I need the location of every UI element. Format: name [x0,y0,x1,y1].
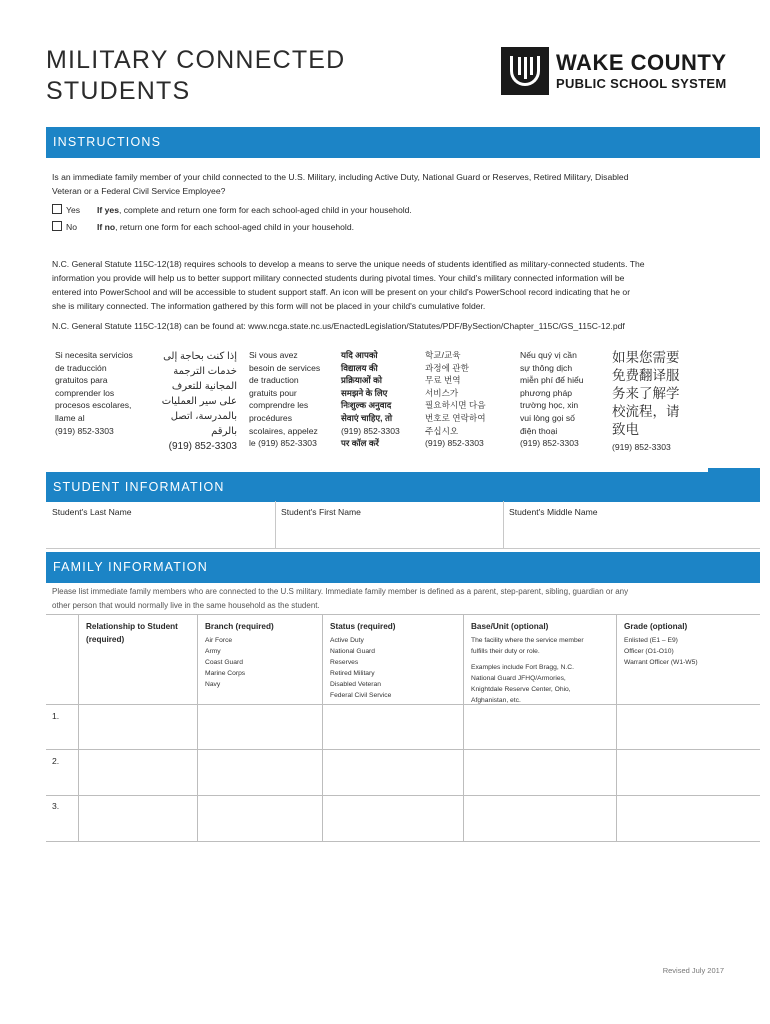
no-instruction: If no, return one form for each school-aged child in your household. [97,222,354,232]
table-top-border [46,614,760,615]
yes-option[interactable] [52,203,80,217]
page-title [46,45,345,107]
page-title-line1: MILITARY CONNECTED [46,46,346,74]
table-col-divider [78,614,79,842]
row-number-3: 3. [52,801,60,811]
table-row-border [46,749,760,750]
no-option[interactable] [52,220,77,234]
translation-hindi: यदि आपको विद्यालय की प्रक्रियाओं को समझने के लिए निःशुल्क अनुवाद सेवाएं चाहिए, तो (919) 852-3303 पर कॉल करें [341,350,400,449]
col-status: Status (required) [330,622,396,631]
family-info-header: FAMILY INFORMATION [46,552,760,583]
revised-date: Revised July 2017 [662,966,724,975]
first-name-field[interactable]: Student's First Name [281,507,361,517]
logo-text-line2: PUBLIC SCHOOL SYSTEM [556,76,727,91]
student-info-header: STUDENT INFORMATION [46,472,760,502]
translation-vietnamese: Nếu quý vị cần sự thông dịch miễn phí để hiểu phương pháp trường học, xin vui lòng gọi số điện thoại (919) 852-3303 [520,350,584,449]
yes-instruction: If yes, complete and return one form for each school-aged child in your household. [97,205,412,215]
translation-spanish: Si necesita servicios de traducción gratuitos para comprender los procesos escolares, llame al (919) 852-3303 [55,350,133,436]
branch-options: Air Force Army Coast Guard Marine Corps Navy [205,637,246,688]
row-number-1: 1. [52,711,60,721]
status-options: Active Duty National Guard Reserves Retired Military Disabled Veteran Federal Civil Service [330,637,392,699]
table-bottom-border [46,841,760,842]
table-col-divider [616,614,617,842]
table-col-divider [322,614,323,842]
row-number-2: 2. [52,756,60,766]
col-base: Base/Unit (optional) [471,622,549,631]
grade-options: Enlisted (E1 – E9) Officer (O1-O10) Warrant Officer (W1-W5) [624,637,698,666]
translation-french: Si vous avez besoin de services de traduction gratuits pour comprendre les procédures scolaires, appelez le (919) 852-3303 [249,350,321,449]
last-name-field[interactable]: Student's Last Name [52,507,132,517]
yes-checkbox[interactable] [52,204,62,214]
yes-label: Yes [66,205,81,215]
table-row-border [46,704,760,705]
middle-name-field[interactable]: Student's Middle Name [509,507,598,517]
table-col-divider [197,614,198,842]
logo-text-line1: WAKE COUNTY [556,50,727,75]
translation-korean: 학교/교육 과정에 관한 무료 번역 서비스가 필요하시면 다음 번호로 연락하여 주십시오 (919) 852-3303 [425,350,486,449]
military-question: Is an immediate family member of your child connected to the U.S. Military, including Active Duty, National Guard or Reserves, Retired Military, Disabled Veteran or a Federal Civil Service Employee? [52,172,629,196]
base-notes: The facility where the service member fulfills their duty or role. Examples include Fort Bragg, N.C. National Guard JFHQ/Armories, Knightdale Reserve Center, Ohio, Afghanistan, etc. [471,637,584,704]
header-accent [708,468,760,472]
page-title-line2: STUDENTS [46,77,191,105]
student-name-fields [46,501,760,549]
translation-chinese: 如果您需要 免费翻译服 务来了解学 校流程，请 致电 (919) 852-3303 [612,350,680,452]
wcpss-logo [501,47,727,95]
instructions-header: INSTRUCTIONS [46,127,760,158]
statute-link: N.C. General Statute 115C-12(18) can be found at: www.ncga.state.nc.us/EnactedLegislation/Statutes/PDF/BySection/Chapter_115C/GS_115C-12.pdf [52,321,625,331]
no-label: No [66,222,77,232]
statute-paragraph: N.C. General Statute 115C-12(18) requires schools to develop a means to serve the unique needs of students identified as military-connected students. The information you provide will help us to better support military connected students during pivotal times. Your child's military connected information will be entered into PowerSchool and will be accessible to student support staff. An icon will be present on your child's PowerSchool record indicating that he or she is military connected. The information gathered by this form will not be placed in your child's cumulative folder. [52,259,645,311]
family-intro: Please list immediate family members who are connected to the U.S military. Immediate family member is defined as a parent, step-parent, sibling, guardian or any other person that would normally live in the same household as the student. [52,587,629,610]
col-branch: Branch (required) [205,622,274,631]
col-relationship: Relationship to Student (required) [86,622,178,644]
logo-mark-icon [501,47,549,95]
no-checkbox[interactable] [52,221,62,231]
col-grade: Grade (optional) [624,622,688,631]
table-row-border [46,795,760,796]
table-col-divider [463,614,464,842]
translation-arabic: إذا كنت بحاجة إلى خدمات الترجمة المجانية للتعرف على سير العمليات بالمدرسة، اتصل بالرقم (919) 852-3303 [161,351,237,452]
